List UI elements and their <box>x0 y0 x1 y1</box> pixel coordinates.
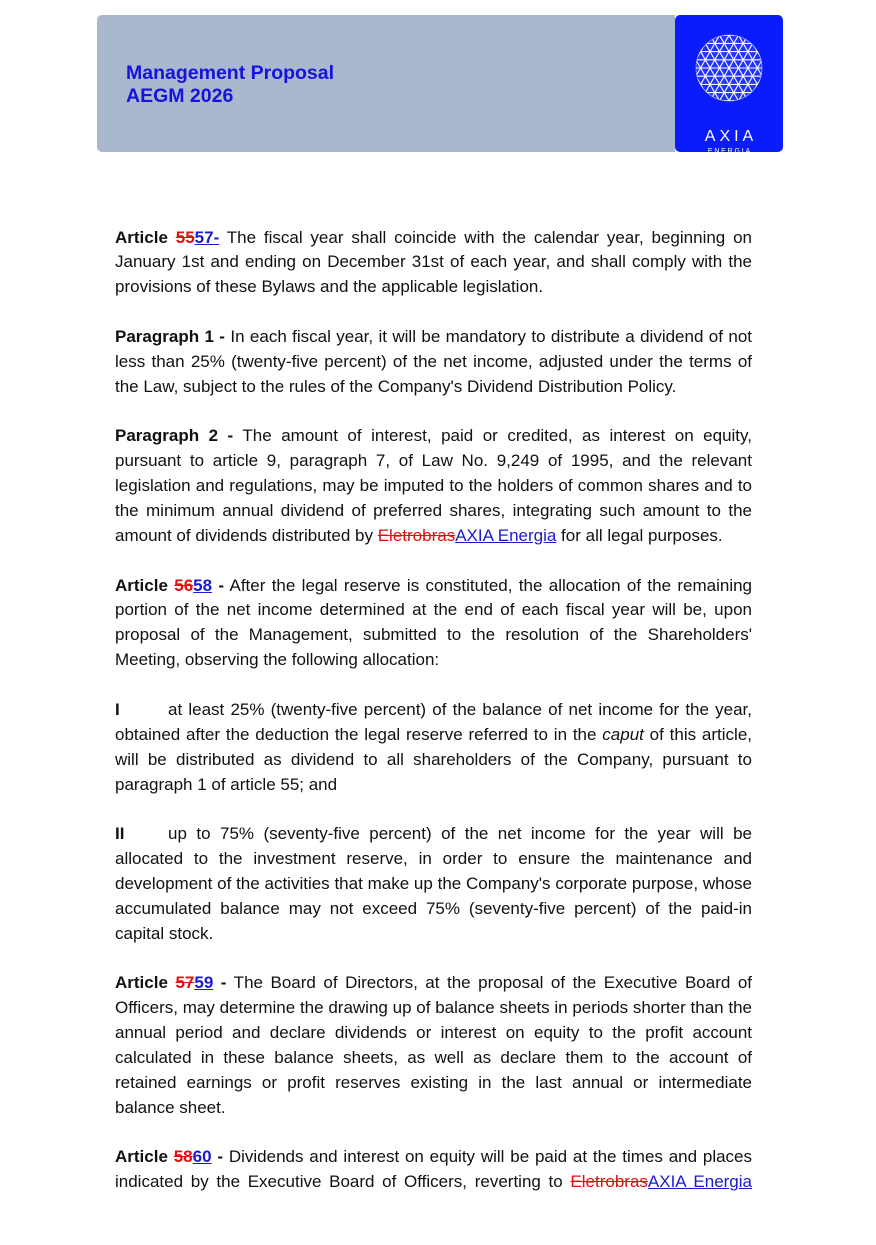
item-ii <box>115 822 752 946</box>
inserted-article-number: 58 <box>193 575 213 595</box>
company-logo <box>675 15 783 152</box>
title-line-2: AEGM 2026 <box>126 84 234 107</box>
deleted-article-number: 55 <box>175 227 195 247</box>
article-separator: - <box>213 973 227 993</box>
item-text-end: of this article, will be distributed as dividend to all shareholders of the Company, pursuant to paragraph 1 of article 55; and <box>115 724 752 794</box>
paragraph-text-end: for all legal purposes. <box>556 525 723 545</box>
deleted-text: Eletrobras <box>570 1172 648 1192</box>
article-text: Dividends and interest on equity will be paid at the times and places indicated by the Executive Board of Officers, reverting to <box>115 1147 753 1192</box>
item-label: I <box>115 699 120 719</box>
paragraph-text: In each fiscal year, it will be mandatory to distribute a dividend of not less than 25% (twenty-five percent) of the net income, adjusted under the terms of the Law, subject to the rules of the Company's Dividend Distribution Policy. <box>115 327 752 396</box>
logo-subtitle: ENERGIA <box>707 148 752 152</box>
article-separator: - <box>212 575 225 595</box>
title-line-1: Management Proposal <box>126 61 335 84</box>
article-text: The fiscal year shall coincide with the calendar year, beginning on January 1st and ending on December 31st of each year, and shall comply with the provisions of these Bylaws and the applicable legislation. <box>115 227 752 297</box>
article-separator: - <box>213 227 220 247</box>
deleted-text: Eletrobras <box>377 525 456 545</box>
paragraph-text: The amount of interest, paid or credited, as interest on equity, pursuant to article 9, paragraph 7, of Law No. 9,249 of 1995, and the relevant legislation and regulations, may be imputed to the holders of common shares and to the minimum annual dividend of preferred shares, integrating such amount to the amount of dividends distributed by <box>115 426 752 545</box>
article-text: The Board of Directors, at the proposal of the Executive Board of Officers, may determine the drawing up of balance sheets in periods shorter than the annual period and declare dividends or interest on equity to the profit account calculated in these balance sheets, as well as declare them to the account of retained earnings or profit reserves existing in the last annual or intermediate balance sheet. <box>115 973 753 1117</box>
item-text: at least 25% (twenty-five percent) of the balance of net income for the year, obtained after the deduction the legal reserve referred to in the <box>115 699 752 744</box>
inserted-text: AXIA Energia <box>455 525 557 545</box>
article-text: After the legal reserve is constituted, the allocation of the remaining portion of the net income determined at the end of each fiscal year will be, upon proposal of the Management, submitted to the resolution of the Shareholders' Meeting, observing the following allocation: <box>115 575 753 670</box>
globe-icon <box>695 34 763 102</box>
inserted-article-number: 59 <box>194 973 214 993</box>
paragraph-label: Paragraph 2 - <box>115 426 234 446</box>
article-label: Article <box>115 227 176 247</box>
deleted-article-number: 57 <box>175 973 195 993</box>
article-57 <box>115 226 752 301</box>
inserted-article-number: 60 <box>192 1147 212 1167</box>
article-label: Article <box>115 1147 174 1167</box>
item-text: up to 75% (seventy-five percent) of the net income for the year will be allocated to the investment reserve, in order to ensure the maintenance and development of the activities that make up the Company's corporate purpose, whose accumulated balance may not exceed 75% (seventy-five percent) of the paid-in capital stock. <box>115 824 752 943</box>
article-58 <box>115 574 752 673</box>
article-60 <box>115 1145 752 1195</box>
paragraph-2 <box>115 424 752 548</box>
item-italic-term: caput <box>602 724 644 744</box>
article-separator: - <box>211 1147 224 1167</box>
paragraph-label: Paragraph 1 - <box>115 327 225 347</box>
deleted-article-number: 56 <box>174 575 194 595</box>
item-label: II <box>115 824 125 844</box>
deleted-article-number: 58 <box>173 1147 193 1167</box>
item-i <box>115 698 752 797</box>
document-title <box>126 62 334 108</box>
paragraph-1 <box>115 325 752 400</box>
logo-brand: AXIA <box>704 128 758 145</box>
article-59 <box>115 971 752 1120</box>
article-label: Article <box>115 575 175 595</box>
article-label: Article <box>115 973 176 993</box>
inserted-article-number: 57 <box>194 227 214 247</box>
inserted-text: AXIA Energia <box>647 1172 752 1192</box>
document-body <box>115 226 752 1220</box>
